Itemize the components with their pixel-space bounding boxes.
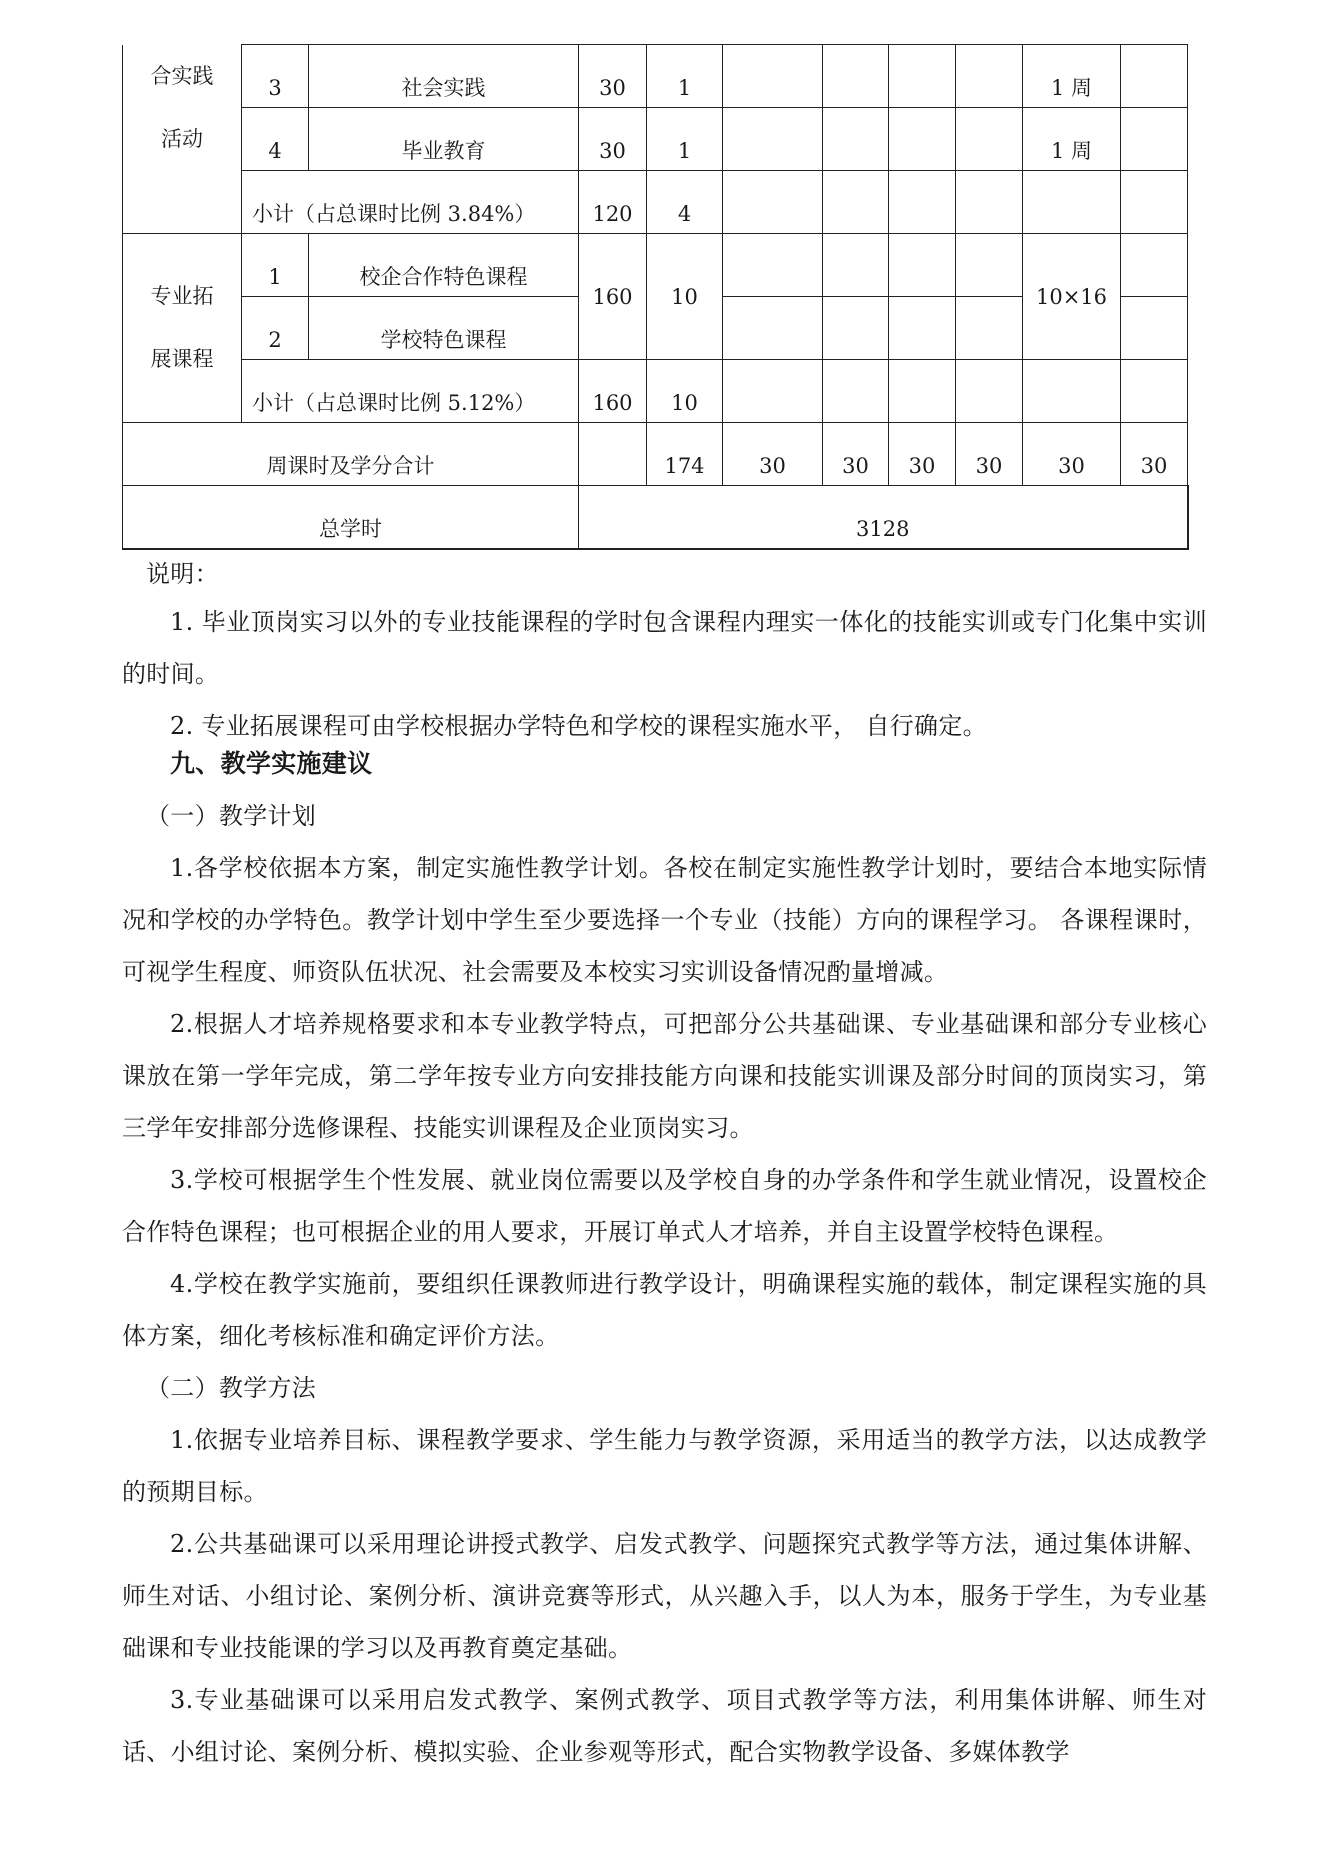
course-schedule-table	[122, 44, 1189, 550]
semester-cell	[1121, 45, 1188, 108]
paragraph: 1.各学校依据本方案，制定实施性教学计划。各校在制定实施性教学计划时，要结合本地实际情况和学校的办学特色。教学计划中学生至少要选择一个专业（技能）方向的课程学习。 各课程课时，可视学生程度、师资队伍状况、社会需要及本校实习实训设备情况酌量增减。	[122, 854, 1207, 986]
course-number: 3	[242, 45, 309, 108]
semester-cell	[1121, 234, 1188, 297]
course-number: 1	[242, 234, 309, 297]
semester-cell	[823, 171, 889, 234]
semester-cell	[956, 297, 1023, 360]
semester-total: 30	[723, 423, 823, 486]
semester-cell	[956, 234, 1023, 297]
semester-total: 30	[889, 423, 956, 486]
course-name: 社会实践	[309, 45, 579, 108]
semester-cell	[723, 360, 823, 423]
semester-cell	[723, 297, 823, 360]
semester-cell: 10×16	[1023, 234, 1121, 360]
paragraph: 2.根据人才培养规格要求和本专业教学特点，可把部分公共基础课、专业基础课和部分专业核心课放在第一学年完成，第二学年按专业方向安排技能方向课和技能实训课及部分时间的顶岗实习，第三学年安排部分选修课程、技能实训课程及企业顶岗实习。	[122, 1010, 1207, 1142]
category-cell	[123, 45, 242, 234]
course-number: 2	[242, 297, 309, 360]
notes-title: 说明：	[146, 560, 219, 588]
note-item: 2. 专业拓展课程可由学校根据办学特色和学校的课程实施水平， 自行确定。	[170, 712, 987, 740]
course-hours: 160	[579, 234, 647, 360]
weekly-total-hours	[579, 423, 647, 486]
course-name: 校企合作特色课程	[309, 234, 579, 297]
semester-cell	[1121, 108, 1188, 171]
table-row	[123, 234, 1188, 297]
teaching-section	[122, 738, 1207, 1778]
course-name: 学校特色课程	[309, 297, 579, 360]
subtotal-hours: 160	[579, 360, 647, 423]
category-cell	[123, 234, 242, 423]
paragraph: 3.学校可根据学生个性发展、就业岗位需要以及学校自身的办学条件和学生就业情况，设置校企合作特色课程；也可根据企业的用人要求，开展订单式人才培养，并自主设置学校特色课程。	[122, 1166, 1207, 1246]
semester-cell	[956, 45, 1023, 108]
subsection-title: （一）教学计划	[146, 802, 317, 830]
semester-cell	[823, 360, 889, 423]
subtotal-row	[123, 360, 1188, 423]
category-line: 专业拓	[150, 284, 214, 308]
weekly-total-row	[123, 423, 1188, 486]
subsection-title: （二）教学方法	[146, 1374, 317, 1402]
course-credits: 1	[647, 45, 723, 108]
semester-cell	[723, 45, 823, 108]
semester-cell	[889, 45, 956, 108]
paragraph: 4.学校在教学实施前，要组织任课教师进行教学设计，明确课程实施的载体，制定课程实施的具体方案，细化考核标准和确定评价方法。	[122, 1270, 1207, 1350]
semester-cell: 1 周	[1023, 45, 1121, 108]
course-credits: 10	[647, 234, 723, 360]
table-row	[123, 45, 1188, 108]
category-line: 合实践	[150, 63, 214, 88]
semester-cell	[889, 108, 956, 171]
paragraph: 3.专业基础课可以采用启发式教学、案例式教学、项目式教学等方法，利用集体讲解、师生对话、小组讨论、案例分析、模拟实验、企业参观等形式，配合实物教学设备、多媒体教学	[122, 1686, 1207, 1766]
semester-cell	[823, 108, 889, 171]
semester-cell	[1121, 171, 1188, 234]
grand-total-label: 总学时	[123, 486, 579, 549]
semester-cell	[889, 234, 956, 297]
note-item: 1. 毕业顶岗实习以外的专业技能课程的学时包含课程内理实一体化的技能实训或专门化集中实训的时间。	[122, 608, 1207, 688]
semester-cell	[956, 171, 1023, 234]
semester-cell	[889, 360, 956, 423]
semester-cell	[1023, 171, 1121, 234]
semester-cell	[889, 297, 956, 360]
grand-total-value: 3128	[579, 486, 1188, 549]
semester-cell	[889, 171, 956, 234]
semester-cell: 1 周	[1023, 108, 1121, 171]
semester-cell	[956, 108, 1023, 171]
section-heading: 九、教学实施建议	[170, 749, 373, 778]
category-line: 活动	[161, 126, 203, 151]
semester-cell	[1121, 297, 1188, 360]
subtotal-credits: 4	[647, 171, 723, 234]
semester-cell	[723, 171, 823, 234]
weekly-total-credits: 174	[647, 423, 723, 486]
subtotal-hours: 120	[579, 171, 647, 234]
table-row	[123, 108, 1188, 171]
subtotal-row	[123, 171, 1188, 234]
semester-cell	[1023, 360, 1121, 423]
subtotal-label: 小计（占总课时比例 3.84%）	[242, 171, 579, 234]
semester-cell	[1121, 360, 1188, 423]
semester-cell	[956, 360, 1023, 423]
course-credits: 1	[647, 108, 723, 171]
course-hours: 30	[579, 108, 647, 171]
subtotal-credits: 10	[647, 360, 723, 423]
grand-total-row	[123, 486, 1188, 549]
paragraph: 2.公共基础课可以采用理论讲授式教学、启发式教学、问题探究式教学等方法，通过集体讲解、师生对话、小组讨论、案例分析、演讲竞赛等形式，从兴趣入手，以人为本，服务于学生，为专业基础课和专业技能课的学习以及再教育奠定基础。	[122, 1530, 1207, 1662]
notes-section	[122, 552, 1207, 752]
paragraph: 1.依据专业培养目标、课程教学要求、学生能力与教学资源，采用适当的教学方法，以达成教学的预期目标。	[122, 1426, 1207, 1506]
semester-cell	[823, 297, 889, 360]
semester-cell	[723, 234, 823, 297]
semester-cell	[823, 45, 889, 108]
semester-total: 30	[1023, 423, 1121, 486]
subtotal-label: 小计（占总课时比例 5.12%）	[242, 360, 579, 423]
semester-cell	[723, 108, 823, 171]
semester-cell	[823, 234, 889, 297]
semester-total: 30	[956, 423, 1023, 486]
course-number: 4	[242, 108, 309, 171]
course-name: 毕业教育	[309, 108, 579, 171]
semester-total: 30	[823, 423, 889, 486]
course-hours: 30	[579, 45, 647, 108]
category-line: 展课程	[150, 347, 214, 371]
weekly-total-label: 周课时及学分合计	[123, 423, 579, 486]
semester-total: 30	[1121, 423, 1188, 486]
